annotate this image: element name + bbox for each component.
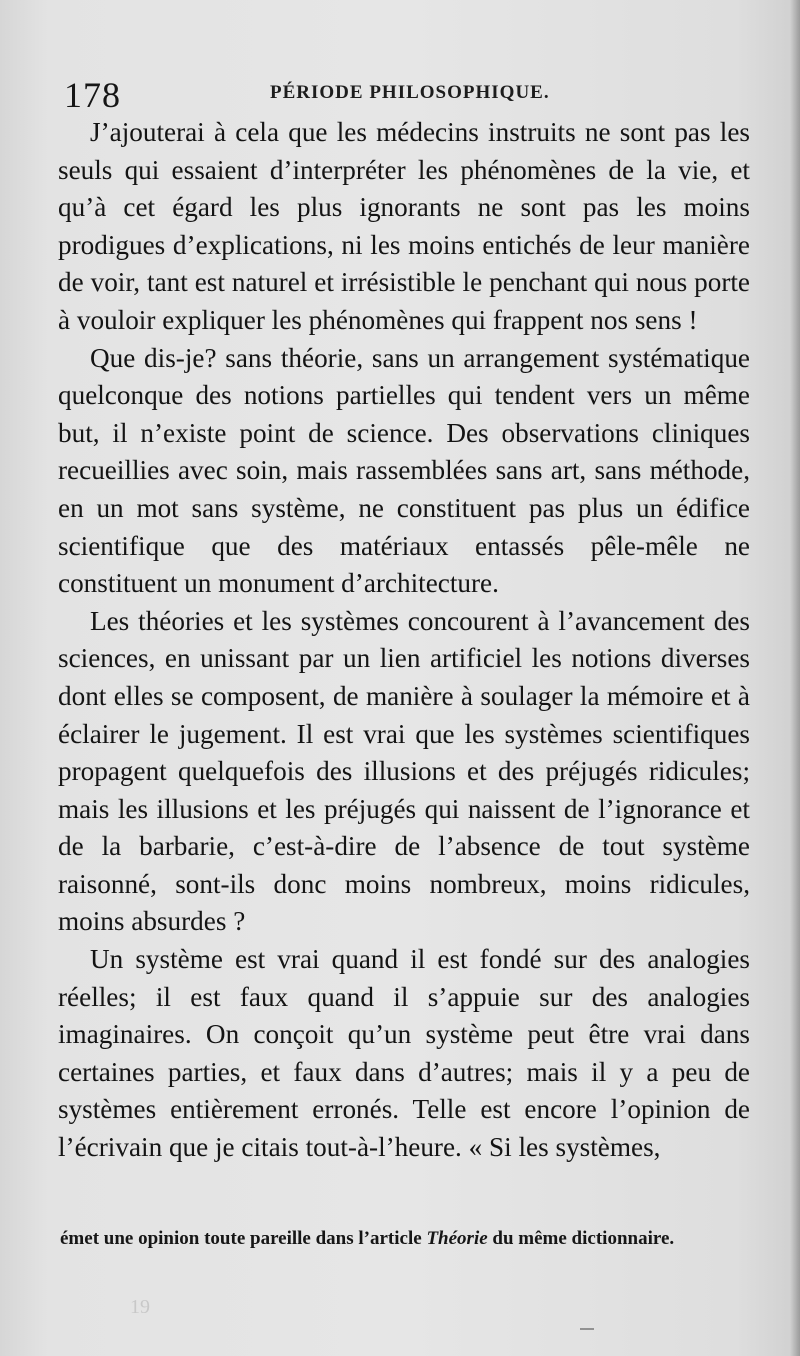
paragraph-4: Un système est vrai quand il est fondé sur des analogies réelles; il est faux quand il s’appuie sur des analogies imaginaires. On conçoit qu’un système peut être vrai dans certaines parties, et faux dans d’autres; mais il y a peu de systèmes entièrement erronés. Telle est encore l’opinion de l’écrivain que je citais tout-à-l’heure. « Si les systèmes, xyxy=(58,944,750,1163)
page-header xyxy=(58,70,752,115)
footnote-emphasis: Théorie xyxy=(426,1228,488,1249)
bleed-through-number: 19 xyxy=(130,1296,150,1318)
paragraph-1: J’ajouterai à cela que les médecins instruits ne sont pas les seuls qui essaient d’interpréter les phénomènes de la vie, et qu’à cet égard les plus ignorants ne sont pas les moins prodigues d’explications, ni les moins entichés de leur manière de voir, tant est naturel et irrésistible le penchant qui nous porte à vouloir expliquer les phénomènes qui frappent nos sens ! xyxy=(58,117,750,335)
page-number: 178 xyxy=(64,75,121,115)
paragraph-2: Que dis-je? sans théorie, sans un arrangement systématique quelconque des notions partielles qui tendent vers un même but, il n’existe point de science. Des observations cliniques recueillies avec soin, mais rassemblées sans art, sans méthode, en un mot sans système, ne constituent pas plus un édifice scientifique que des matériaux entassés pêle-mêle ne constituent un monument d’architecture. xyxy=(58,342,750,599)
body-text xyxy=(58,114,750,1167)
footnote xyxy=(60,1226,750,1252)
footnote-text-end: du même dictionnaire. xyxy=(487,1228,675,1249)
footnote-text-start: émet une opinion toute pareille dans l’article xyxy=(60,1228,427,1249)
bottom-mark xyxy=(580,1328,594,1330)
paragraph-3: Les théories et les systèmes concourent à l’avancement des sciences, en unissant par un lien artificiel les notions diverses dont elles se composent, de manière à soulager la mémoire et à éclairer le jugement. Il est vrai que les systèmes scientifiques propagent quelquefois des illusions et des préjugés ridicules; mais les illusions et les préjugés qui naissent de l’ignorance et de la barbarie, c’est-à-dire de l’absence de tout système raisonné, sont-ils donc moins nombreux, moins ridicules, moins absurdes ? xyxy=(58,605,750,937)
running-head: PÉRIODE PHILOSOPHIQUE. xyxy=(270,82,550,103)
